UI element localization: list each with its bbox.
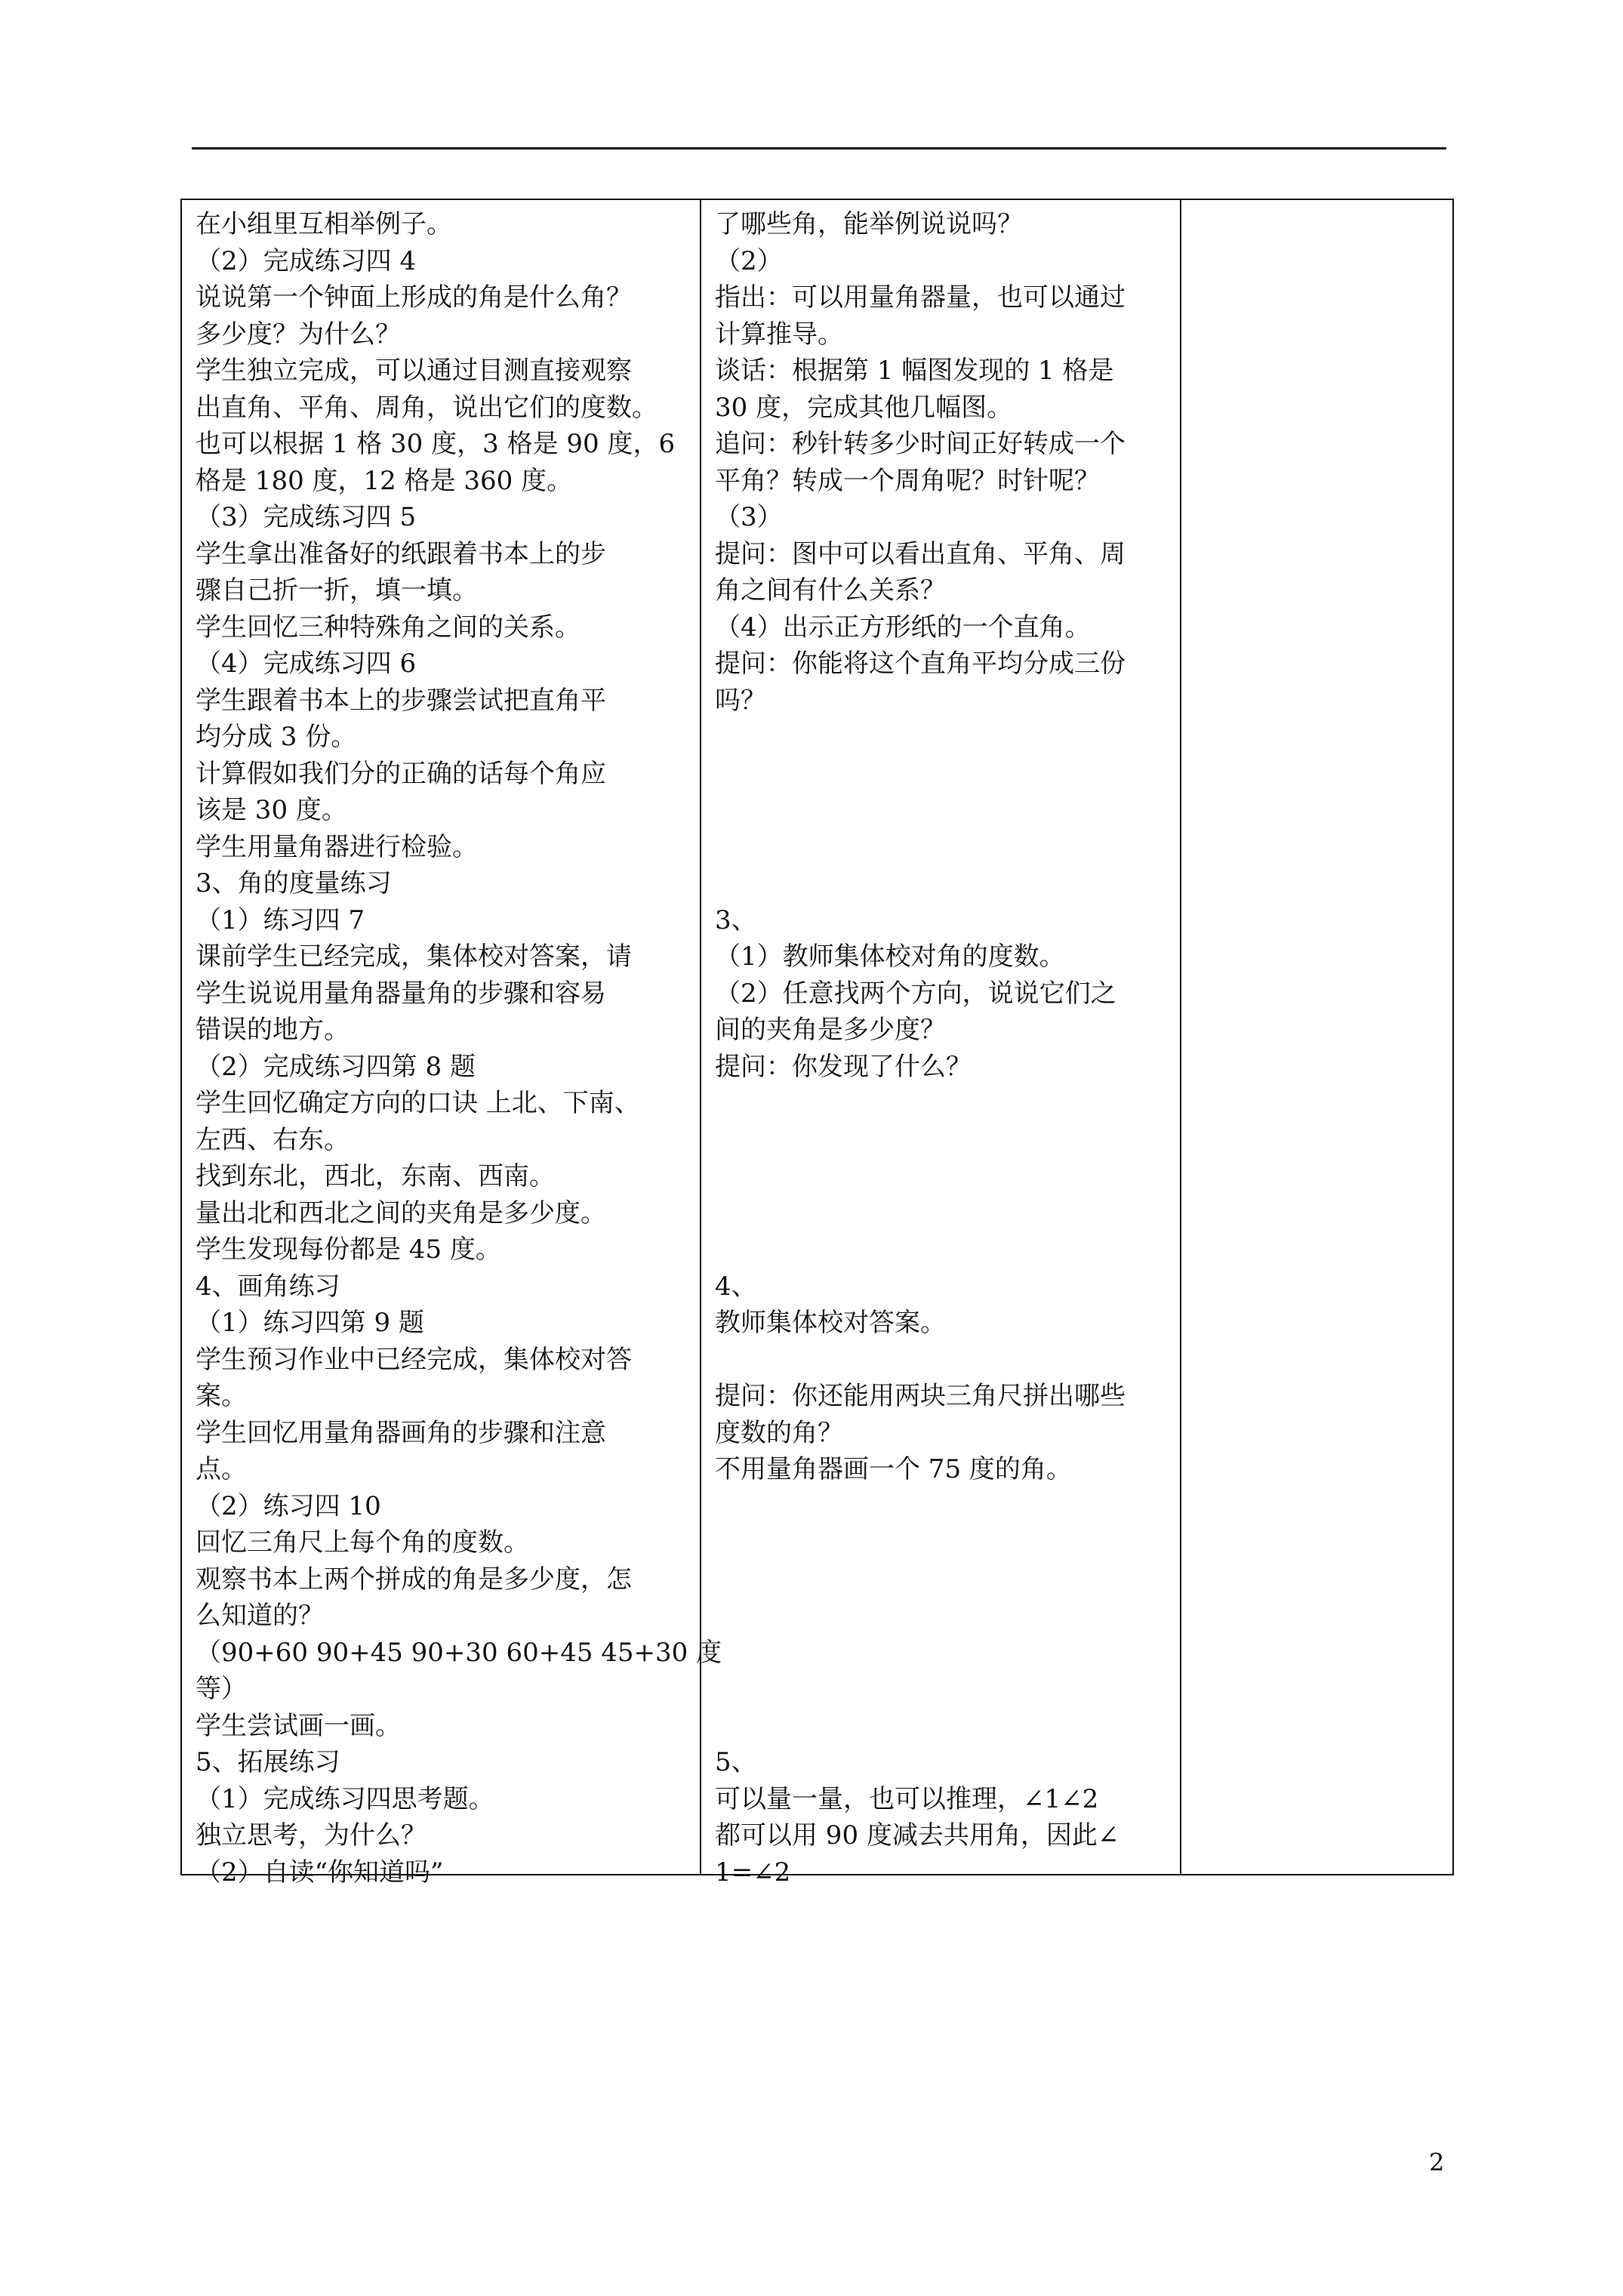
notes-column [1181,200,1452,1874]
text-line: （1）完成练习四思考题。 [196,1783,494,1814]
text-line: （2）任意找两个方向，说说它们之 [715,978,1116,1009]
text-line: 了哪些角，能举例说说吗？ [715,209,1023,239]
text-line: 案。 [196,1381,247,1411]
text-line [715,1158,1172,1195]
text-line: （1）练习四 7 [196,905,365,935]
text-line [715,1635,1172,1672]
text-line: 均分成 3 份。 [196,722,357,752]
text-line [715,1561,1172,1598]
text-line: 4、 [715,1271,757,1302]
text-line: 4、画角练习 [196,1271,340,1302]
text-line: 3、角的度量练习 [196,868,392,898]
text-line: 指出：可以用量角器量，也可以通过 [715,282,1126,313]
text-line: （2） [715,245,783,276]
page-number: 2 [1429,2148,1445,2177]
text-line: 间的夹角是多少度？ [715,1015,946,1045]
text-line [715,1708,1172,1745]
text-line: 在小组里互相举例子。 [196,209,452,239]
text-line [715,1195,1172,1232]
text-line: 量出北和西北之间的夹角是多少度。 [196,1197,606,1228]
text-line: 5、拓展练习 [196,1747,340,1777]
text-line: 学生回忆确定方向的口诀 上北、下南、 [196,1088,640,1118]
text-line: 说说第一个钟面上形成的角是什么角？ [196,282,632,313]
text-line: （2）完成练习四第 8 题 [196,1051,476,1082]
text-line: 学生预习作业中已经完成，集体校对答 [196,1344,632,1375]
text-line: 提问：你能将这个直角平均分成三份 [715,649,1126,679]
text-line: 学生回忆用量角器画角的步骤和注意 [196,1417,606,1448]
text-line: 学生独立完成，可以通过目测直接观察 [196,356,632,386]
text-line [715,1122,1172,1159]
text-line: 学生用量角器进行检验。 [196,831,478,862]
text-line [715,829,1172,866]
text-line: 学生说说用量角器量角的步骤和容易 [196,978,606,1009]
text-line: 平角？转成一个周角呢？时针呢？ [715,465,1100,496]
text-line [715,1085,1172,1122]
text-line: 度数的角？ [715,1417,843,1448]
teacher-activity-column [701,200,1181,1888]
text-line [715,1342,1172,1379]
text-line: 回忆三角尺上每个角的度数。 [196,1527,529,1558]
text-line: 可以量一量，也可以推理，∠1∠2 [715,1783,1099,1814]
text-line: 谈话：根据第 1 幅图发现的 1 格是 [715,356,1114,386]
student-activity-text [196,206,722,1891]
text-line [715,1598,1172,1635]
text-line: 骤自己折一折，填一填。 [196,575,478,606]
text-line: 提问：你还能用两块三角尺拼出哪些 [715,1381,1126,1411]
text-line: 学生回忆三种特殊角之间的关系。 [196,612,581,643]
text-line: （2）练习四 10 [196,1490,381,1521]
text-line: （3）完成练习四 5 [196,502,417,532]
text-line: 不用量角器画一个 75 度的角。 [715,1454,1072,1484]
text-line: （4）出示正方形纸的一个直角。 [715,612,1091,643]
text-line: （3） [715,502,783,532]
text-line [715,719,1172,756]
lesson-table [180,199,1454,1888]
text-line [715,792,1172,829]
text-line: 学生尝试画一画。 [196,1710,401,1741]
text-line: （4）完成练习四 6 [196,649,417,679]
text-line: 学生发现每份都是 45 度。 [196,1234,501,1265]
text-line [715,1671,1172,1708]
text-line: 学生跟着书本上的步骤尝试把直角平 [196,685,606,716]
text-line: （2）完成练习四 4 [196,245,417,276]
text-line: （1）练习四第 9 题 [196,1308,424,1338]
text-line: 3、 [715,905,757,935]
text-line: 等） [196,1674,247,1704]
text-line: 该是 30 度。 [196,795,347,825]
student-activity-column [182,200,722,1888]
text-line: 30 度，完成其他几幅图。 [715,392,1013,423]
text-line: 追问：秒针转多少时间正好转成一个 [715,429,1126,459]
text-line: 5、 [715,1747,757,1777]
text-line: 出直角、平角、周角，说出它们的度数。 [196,392,658,423]
text-line: 格是 180 度，12 格是 360 度。 [196,465,573,496]
text-line: 提问：你发现了什么？ [715,1051,972,1082]
text-line: 课前学生已经完成，集体校对答案，请 [196,942,632,972]
text-line: （2）自读“你知道吗” [196,1857,444,1888]
text-line: 1=∠2 [715,1857,791,1888]
text-line [715,1231,1172,1268]
text-line [715,865,1172,902]
text-line: 也可以根据 1 格 30 度，3 格是 90 度，6 [196,429,676,459]
text-line: 角之间有什么关系？ [715,575,946,606]
text-line: （90+60 90+45 90+30 60+45 45+30 度 [196,1637,722,1668]
text-line: 教师集体校对答案。 [715,1308,946,1338]
text-line: 观察书本上两个拼成的角是多少度，怎 [196,1564,632,1595]
text-line: 都可以用 90 度减去共用角，因此∠ [715,1820,1119,1851]
text-line: 计算假如我们分的正确的话每个角应 [196,758,606,789]
header-rule [192,147,1446,149]
text-line: 多少度？为什么？ [196,319,401,350]
teacher-activity-text [715,206,1172,1891]
text-line: 独立思考，为什么？ [196,1820,427,1851]
text-line [715,1524,1172,1561]
text-line [715,1488,1172,1525]
text-line: 点。 [196,1454,247,1484]
text-line: 么知道的？ [196,1601,324,1631]
text-line: 找到东北，西北，东南、西南。 [196,1161,555,1191]
text-line: 学生拿出准备好的纸跟着书本上的步 [196,538,606,569]
text-line: 提问：图中可以看出直角、平角、周 [715,538,1126,569]
text-line: 计算推导。 [715,319,843,350]
text-line: 左西、右东。 [196,1124,350,1155]
text-line: 吗？ [715,685,766,716]
text-line: 错误的地方。 [196,1015,350,1045]
text-line: （1）教师集体校对角的度数。 [715,942,1065,972]
text-line [715,756,1172,793]
